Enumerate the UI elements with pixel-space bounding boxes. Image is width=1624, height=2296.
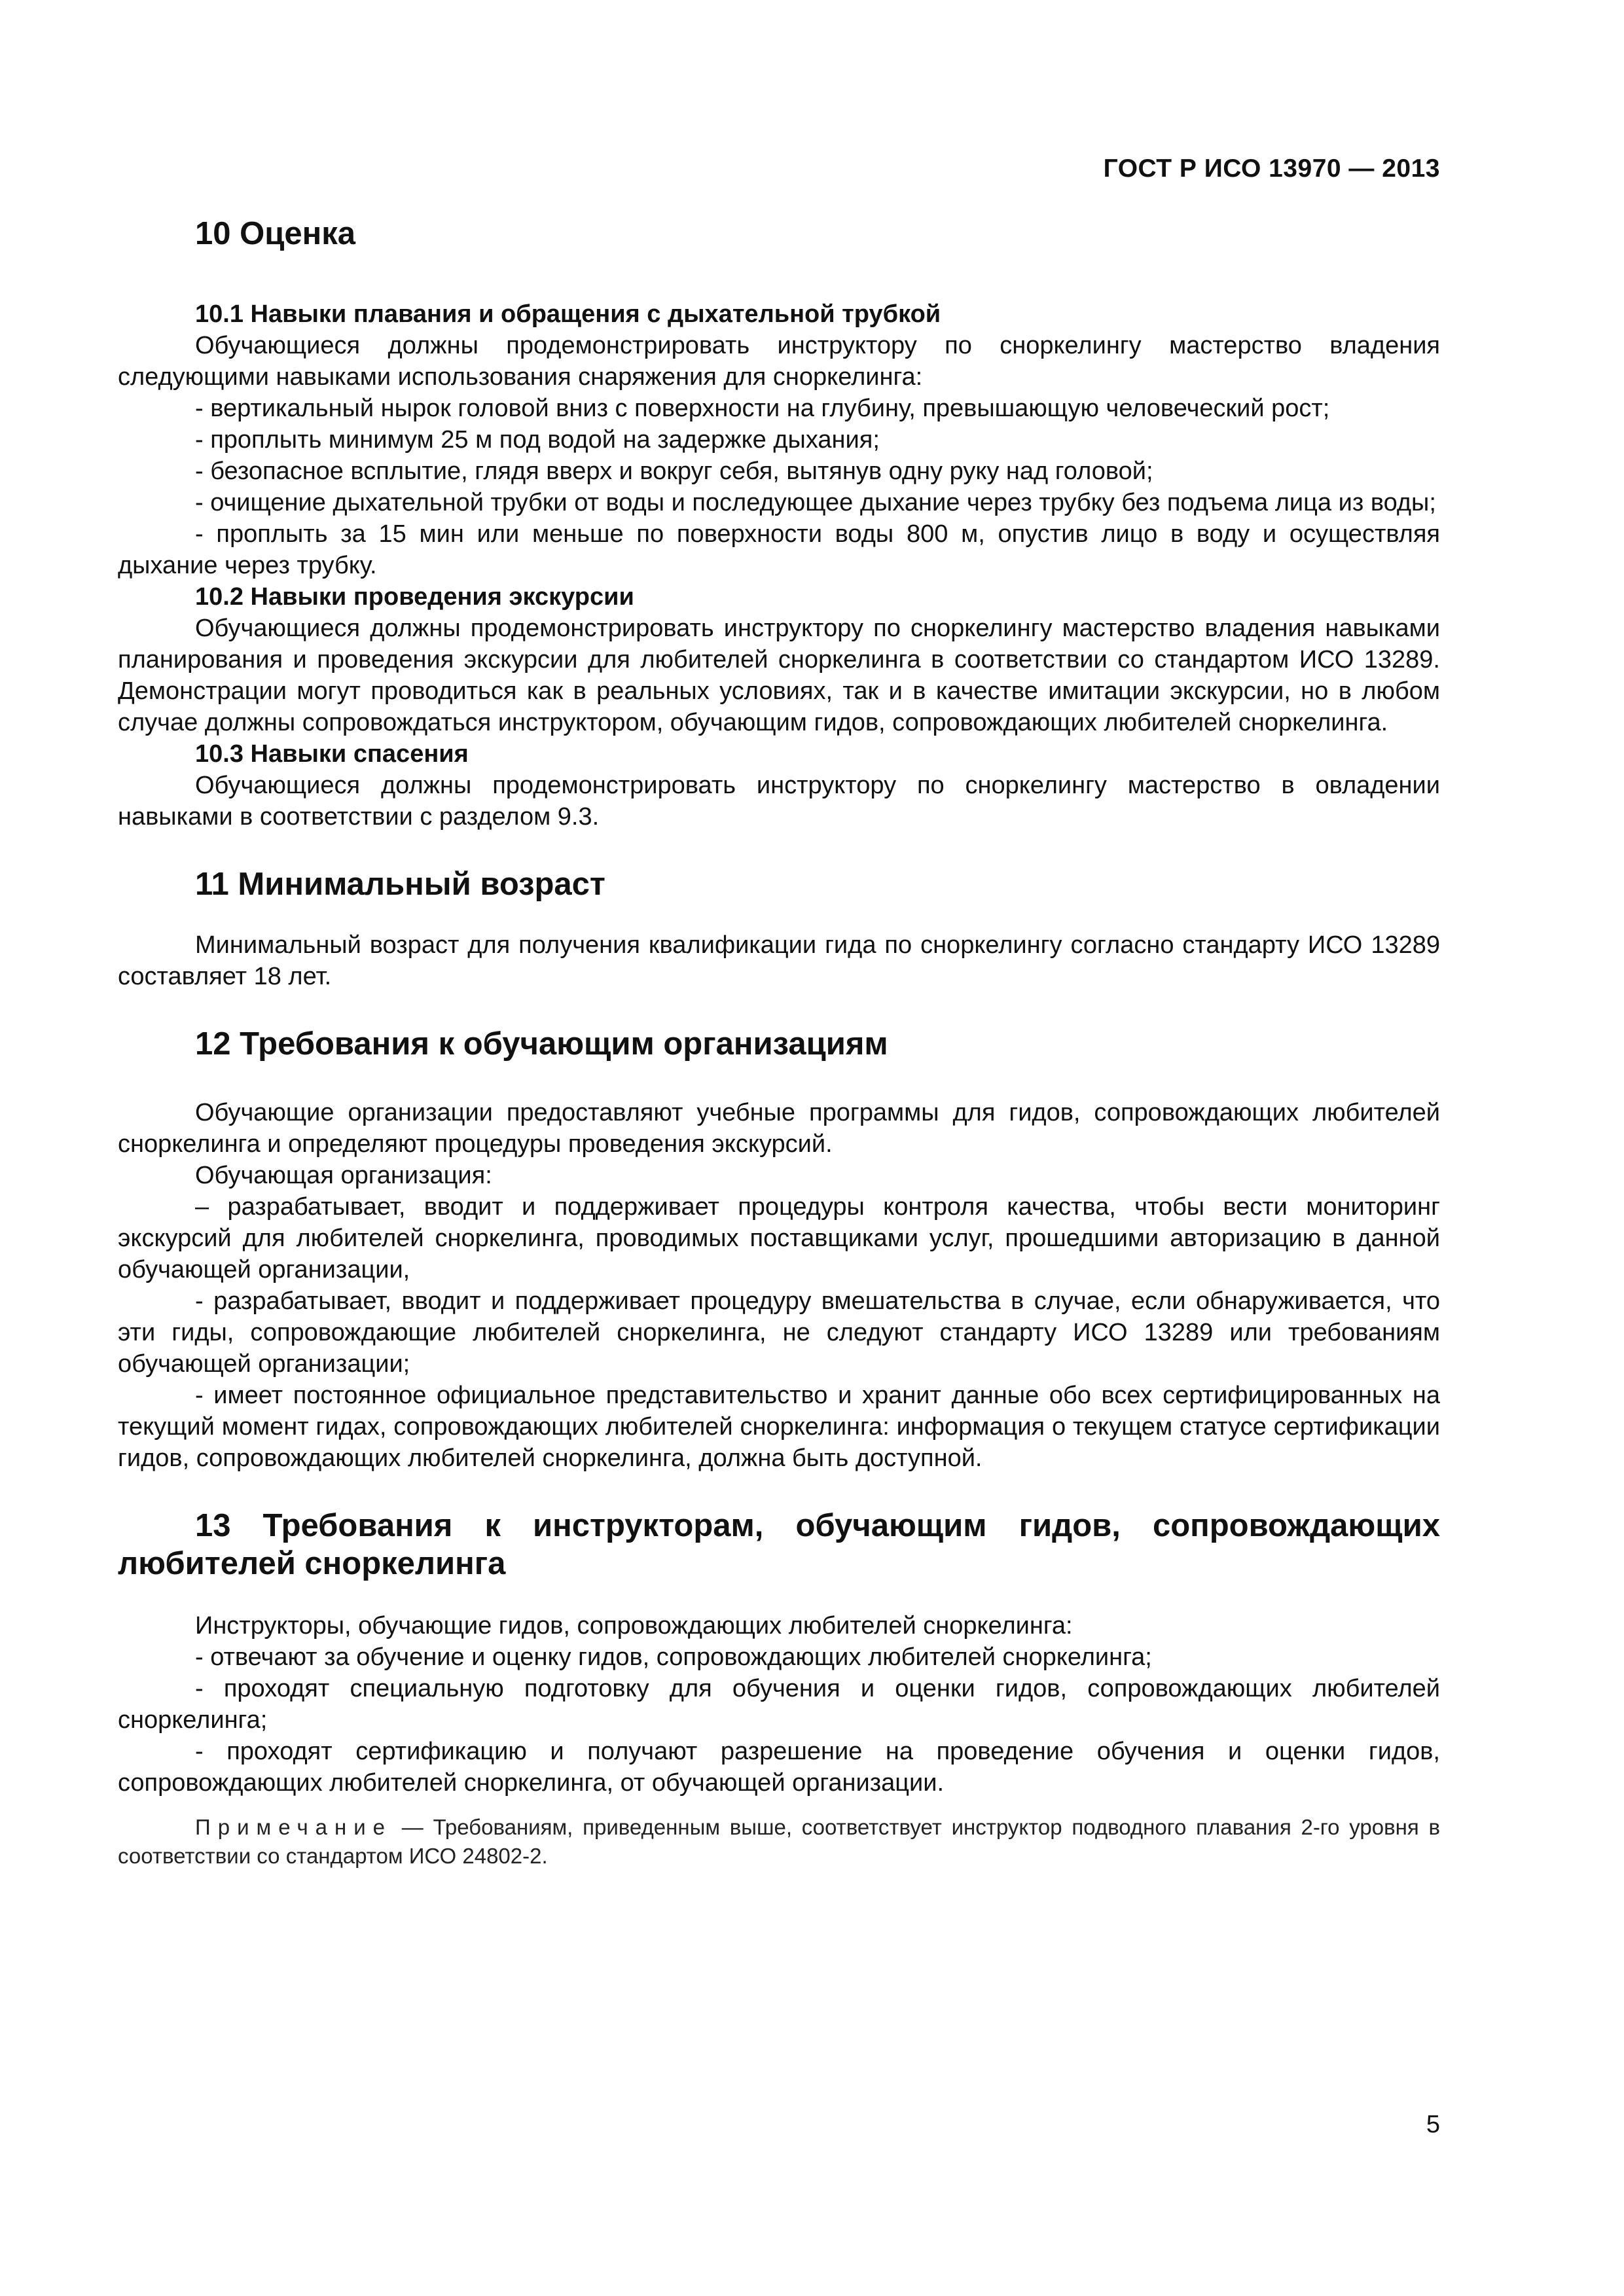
list-item: - проплыть за 15 мин или меньше по поверхности воды 800 м, опустив лицо в воду и осуществляя дыхание через трубку.	[118, 520, 1440, 579]
list-item: - разрабатывает, вводит и поддерживает процедуру вмешательства в случае, если обнаруживается, что эти гиды, сопровождающие любителей сноркелинга, не следуют стандарту ИСО 13289 или требованиям обучающей организации;	[118, 1287, 1440, 1378]
page-number: 5	[1426, 2111, 1440, 2138]
list-item: - имеет постоянное официальное представительство и хранит данные обо всех сертифицированных на текущий момент гидах, сопровождающих любителей сноркелинга: информация о текущем статусе сертификации гидов, сопровождающих любителей сноркелинга, должна быть доступной.	[118, 1382, 1440, 1472]
subsection-10-1-heading: 10.1 Навыки плавания и обращения с дыхательной трубкой	[195, 300, 941, 328]
list-item: - вертикальный нырок головой вниз с поверхности на глубину, превышающую человеческий рост;	[195, 395, 1330, 422]
page-content	[118, 215, 1440, 1871]
note	[118, 1813, 1440, 1871]
list-item: - проходят специальную подготовку для обучения и оценки гидов, сопровождающих любителей сноркелинга;	[118, 1675, 1440, 1734]
section-12-paragraph: Обучающие организации предоставляют учебные программы для гидов, сопровождающих любителей сноркелинга и определяют процедуры проведения экскурсий.	[118, 1099, 1440, 1158]
section-10-heading: 10 Оценка	[195, 216, 355, 251]
subsection-10-2-heading: 10.2 Навыки проведения экскурсии	[195, 583, 634, 611]
subsection-10-3-text: Обучающиеся должны продемонстрировать инструктору по сноркелингу мастерство в овладении навыками в соответствии с разделом 9.3.	[118, 772, 1440, 831]
list-item: - безопасное всплытие, глядя вверх и вокруг себя, вытянув одну руку над головой;	[195, 457, 1153, 485]
list-item: – разрабатывает, вводит и поддерживает процедуры контроля качества, чтобы вести мониторинг экскурсий для любителей сноркелинга, проводимых поставщиками услуг, прошедшими авторизацию в данной обучающей организации,	[118, 1193, 1440, 1283]
list-item: - отвечают за обучение и оценку гидов, сопровождающих любителей сноркелинга;	[195, 1643, 1152, 1671]
list-item: - очищение дыхательной трубки от воды и последующее дыхание через трубку без подъема лица из воды;	[195, 489, 1436, 516]
section-13-heading: 13 Требования к инструкторам, обучающим гидов, сопровождающих любителей сноркелинга	[118, 1508, 1440, 1581]
section-13-intro: Инструкторы, обучающие гидов, сопровождающих любителей сноркелинга:	[195, 1612, 1073, 1640]
document-page	[118, 0, 1440, 2296]
subsection-10-2-text: Обучающиеся должны продемонстрировать инструктору по сноркелингу мастерство владения навыками планирования и проведения экскурсии для любителей сноркелинга в соответствии со стандартом ИСО 13289. Демонстрации могут проводиться как в реальных условиях, так и в качестве имитации экскурсии, но в любом случае должны сопровождаться инструктором, обучающим гидов, сопровождающих любителей сноркелинга.	[118, 615, 1440, 736]
section-12-paragraph: Обучающая организация:	[195, 1162, 492, 1189]
list-item: - проплыть минимум 25 м под водой на задержке дыхания;	[195, 426, 880, 454]
subsection-10-1-intro: Обучающиеся должны продемонстрировать инструктору по сноркелингу мастерство владения следующими навыками использования снаряжения для сноркелинга:	[118, 332, 1440, 391]
list-item: - проходят сертификацию и получают разрешение на проведение обучения и оценки гидов, сопровождающих любителей сноркелинга, от обучающей организации.	[118, 1738, 1440, 1797]
section-11-heading: 11 Минимальный возраст	[195, 867, 605, 902]
section-12-heading: 12 Требования к обучающим организациям	[195, 1026, 888, 1062]
document-code: ГОСТ Р ИСО 13970 — 2013	[1103, 154, 1440, 183]
section-11-text: Минимальный возраст для получения квалификации гида по сноркелингу согласно стандарту ИСО 13289 составляет 18 лет.	[118, 931, 1440, 990]
note-label: Примечание	[195, 1815, 393, 1839]
note-text: — Требованиям, приведенным выше, соответствует инструктор подводного плавания 2-го уровня в соответствии со стандартом ИСО 24802-2.	[118, 1815, 1440, 1868]
subsection-10-3-heading: 10.3 Навыки спасения	[195, 740, 469, 768]
